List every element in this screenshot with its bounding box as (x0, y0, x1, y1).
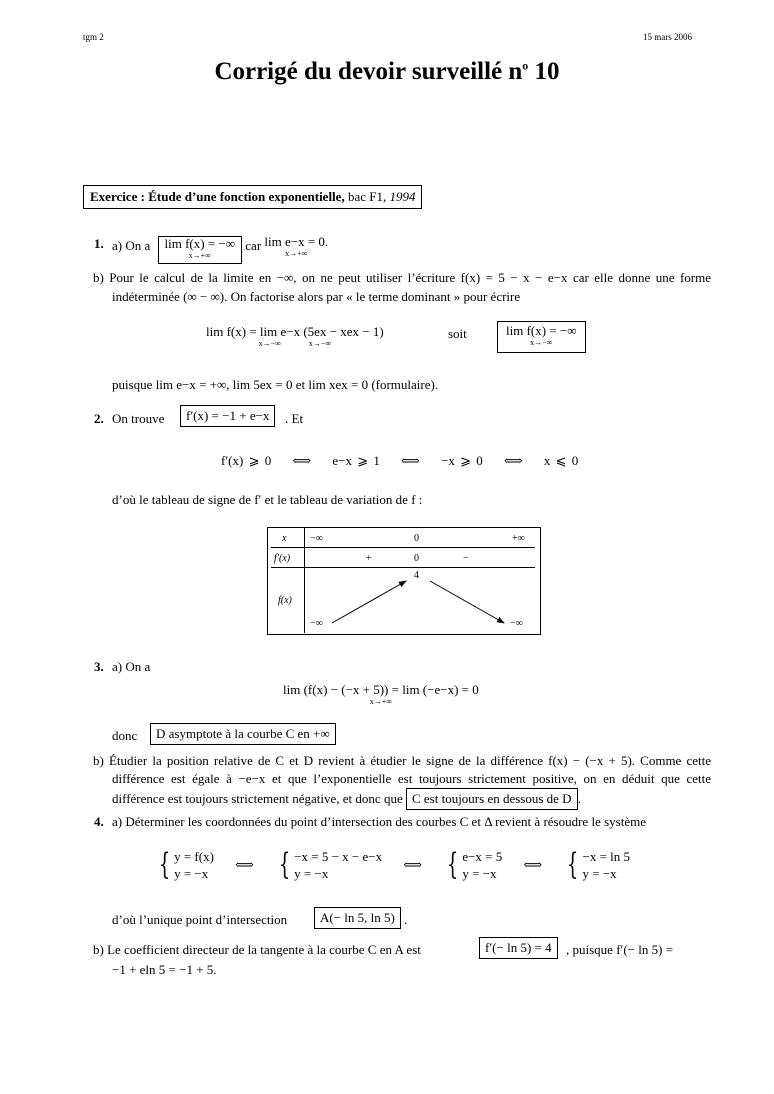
q1b-text: b) Pour le calcul de la limite en −∞, on ne peut utiliser l’écriture f(x) = 5 − x − e−x car elle donne une forme indéterminée (∞ − ∞). On factorise alors par « le terme dominant » pour écrire (93, 270, 711, 304)
title-superscript: o (522, 58, 529, 73)
title-number: 10 (534, 58, 560, 85)
table-fprime-zero: 0 (414, 553, 419, 564)
q1a-rest: lim e−x = 0. (264, 234, 329, 249)
q1a-car: car (245, 238, 262, 253)
q1a-boxed-text: lim f(x) = −∞ (164, 236, 236, 251)
table-f-label: f(x) (278, 595, 292, 606)
q4a-text: a) Déterminer les coordonnées du point d’intersection des courbes C et Δ revient à résoudre le système (112, 814, 646, 829)
q1a-boxed-result (158, 236, 243, 264)
system-1-line-2: y = −x (174, 866, 209, 881)
decrease-arrow (430, 581, 504, 623)
q3a-donc: donc (112, 728, 138, 743)
system-3 (462, 848, 502, 882)
q1b-equation (206, 326, 384, 350)
system-1-line-1: y = f(x) (174, 849, 214, 864)
q1b-eq-sub2: x→−∞ (308, 339, 332, 348)
q4-equiv-2: ⟺ (403, 857, 422, 872)
exercise-subject: Étude d’une fonction exponentielle, (148, 189, 345, 204)
q1b-eq-sub1: x→−∞ (258, 339, 281, 348)
increase-arrow (332, 581, 406, 623)
q2-eq-2: e−x ⩾ 1 (332, 453, 380, 468)
q3a-eq-sub: x→+∞ (369, 697, 392, 706)
q4b-text-2: , puisque f′(− ln 5) = (566, 942, 674, 957)
q2-prefix: On trouve (112, 411, 165, 426)
q4b-boxed-slope: f′(− ln 5) = 4 (479, 937, 558, 959)
system-3-line-1: e−x = 5 (462, 849, 503, 864)
exercise-header (83, 185, 422, 209)
q2-boxed-derivative: f′(x) = −1 + e−x (180, 405, 275, 427)
q1b-eq-left: lim f(x) = lim e−x (5ex − xex − 1) (206, 324, 384, 339)
q4-number: 4. (94, 814, 104, 829)
table-x-plus-inf: +∞ (512, 533, 525, 544)
q4b-text-1: b) Le coefficient directeur de la tangente à la courbe C en A est (93, 942, 421, 957)
q2-eq-5: ⟺ (504, 453, 523, 468)
table-fprime-plus: + (366, 553, 372, 564)
q4-equiv-3: ⟺ (523, 857, 543, 872)
table-fprime-label: f′(x) (274, 553, 291, 564)
variation-arrows (268, 528, 540, 634)
table-x-label: x (282, 533, 287, 544)
table-x-zero: 0 (414, 533, 419, 544)
header-left: tgm 2 (83, 32, 104, 42)
table-x-minus-inf: −∞ (310, 533, 323, 544)
q4a-boxed-point: A(− ln 5, ln 5) (314, 907, 401, 929)
table-f-right: −∞ (510, 618, 523, 629)
q2-number: 2. (94, 411, 104, 426)
header-right: 15 mars 2006 (643, 32, 692, 42)
q2-eq-0: f′(x) ⩾ 0 (221, 453, 272, 468)
q1a-boxed-sub: x→+∞ (188, 251, 211, 260)
q3b-boxed-position: C est toujours en dessous de D (406, 788, 578, 810)
q1b-boxed-text: lim f(x) = −∞ (506, 323, 577, 338)
variation-table (267, 527, 541, 635)
q2-sentence: d’où le tableau de signe de f′ et le tableau de variation de f : (112, 492, 423, 507)
q3a-equation (283, 684, 479, 708)
q1a-rest-sub: x→+∞ (285, 249, 308, 258)
q1b-soit: soit (448, 326, 467, 341)
q2-suffix: . Et (285, 411, 304, 426)
q3a-boxed-asymptote: D asymptote à la courbe C en +∞ (150, 723, 336, 745)
table-f-max: 4 (414, 570, 419, 581)
q3a-prefix: a) On a (112, 659, 151, 674)
system-4-line-1: −x = ln 5 (582, 849, 631, 864)
q4a-systems: { y = f(x) y = −x ⟺ { −x = 5 − x − e−x y = −x ⟺ { e−x = 5 y = −x ⟺ { −x = ln 5 y = −x (158, 847, 631, 882)
exercise-label: Exercice : (90, 189, 145, 204)
system-4 (583, 848, 631, 882)
exercise-year: 1994 (389, 189, 416, 204)
q3b-body: b) Étudier la position relative de C et D revient à étudier le signe de la différence f(x) − (−x + 5). Comme cette différence est égale à −e−x et que l’exponentielle est toujours strictement positive, on en déduit que cette différence est toujours strictement négative, et donc que (93, 753, 711, 806)
q4b-text-3: −1 + eln 5 = −1 + 5. (112, 962, 217, 977)
q2-eq-3: ⟺ (401, 453, 420, 468)
system-2 (294, 848, 382, 882)
q4-equiv-1: ⟺ (235, 857, 254, 872)
system-3-line-2: y = −x (462, 866, 497, 881)
exercise-source: bac F1, (347, 189, 387, 204)
q4a-point-text: d’où l’unique point d’intersection (112, 912, 288, 927)
q3b-text: b) Étudier la position relative de C et D revient à étudier le signe de la différence f(x) − (−x + 5). Comme cette différence est égale à −e−x et que l’exponentielle est toujours strictement positive, on en déduit que cette différence est toujours strictement négative, et donc que C est toujours en dessous de D . (93, 752, 711, 810)
q2-eq-6: x ⩽ 0 (543, 453, 579, 468)
page-title (0, 58, 774, 86)
q1a-prefix: a) On a (112, 238, 151, 253)
system-4-line-2: y = −x (582, 866, 617, 881)
table-fprime-minus: − (463, 553, 469, 564)
title-text: Corrigé du devoir surveillé n (214, 58, 523, 85)
table-f-left: −∞ (310, 618, 323, 629)
q1b-boxed-result (497, 321, 586, 353)
q3a-eq-text: lim (f(x) − (−x + 5)) = lim (−e−x) = 0 (283, 682, 479, 697)
q1-number: 1. (94, 236, 104, 251)
q1b-boxed-sub: x→−∞ (530, 338, 553, 347)
q2-eq-4: −x ⩾ 0 (441, 453, 483, 468)
system-2-line-1: −x = 5 − x − e−x (294, 849, 383, 864)
q3-number: 3. (94, 659, 104, 674)
q2-equivalences (221, 453, 578, 469)
q1b-puisque: puisque lim e−x = +∞, lim 5ex = 0 et lim xex = 0 (formulaire). (112, 377, 439, 392)
system-2-line-2: y = −x (294, 866, 329, 881)
q2-eq-1: ⟺ (292, 453, 312, 468)
system-1 (174, 848, 214, 882)
q1a-line (112, 236, 328, 264)
